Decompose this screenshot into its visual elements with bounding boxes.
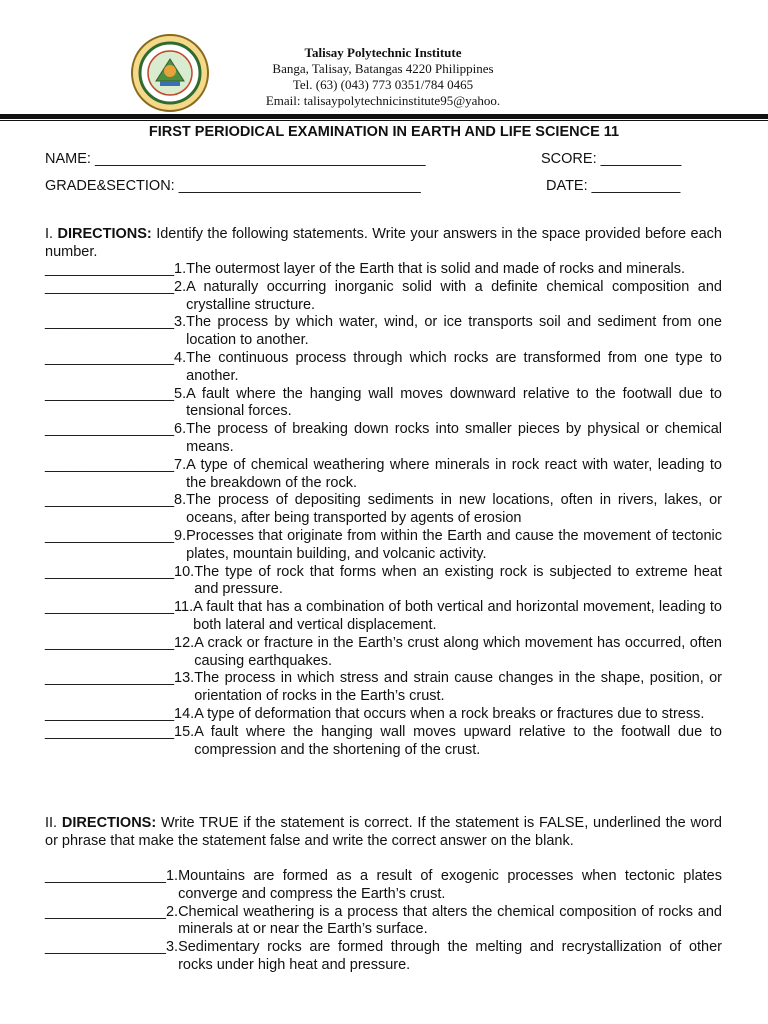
question-number: 8. — [174, 492, 187, 509]
question-text: The process of depositing sediments in new locations, often in rivers, lakes, or oceans, after being transported by agents of erosion — [186, 492, 722, 527]
header-divider-thick — [0, 114, 768, 119]
question-text: A fault where the hanging wall moves upward relative to the footwall due to compression and the shortening of the crust. — [194, 723, 722, 758]
answer-blank[interactable]: _______________ — [45, 939, 166, 956]
part2-item-list — [45, 868, 722, 975]
question-text: A type of deformation that occurs when a rock breaks or fractures due to stress. — [194, 705, 705, 722]
question-text: Chemical weathering is a process that alters the chemical composition of rocks and minerals at or near the Earth’s surface. — [178, 903, 722, 938]
part1-question-item — [45, 706, 722, 724]
part2-question-item — [45, 939, 722, 975]
answer-blank[interactable]: ________________ — [45, 314, 175, 331]
part1-question-item — [45, 350, 722, 386]
question-text: Mountains are formed as a result of exogenic processes when tectonic plates converge and compress the Earth’s crust. — [178, 868, 722, 902]
part1-question-item — [45, 635, 722, 671]
answer-blank[interactable]: ________________ — [45, 421, 175, 438]
answer-blank[interactable]: ________________ — [45, 492, 175, 509]
question-text: The process of breaking down rocks into smaller pieces by physical or chemical means. — [186, 421, 722, 455]
answer-blank[interactable]: ________________ — [45, 527, 175, 544]
answer-blank[interactable]: ________________ — [45, 261, 175, 277]
part2-directions-text: Write TRUE if the statement is correct. If the statement is FALSE, underlined the word or phrase that make the statement false and write the correct answer on the blank. — [45, 815, 722, 849]
part1-directions-label: DIRECTIONS: — [57, 226, 152, 242]
name-field[interactable]: NAME: _________________________________________ — [45, 151, 426, 167]
part1-question-item — [45, 314, 722, 350]
question-text: A fault where the hanging wall moves downward relative to the footwall due to tensional forces. — [186, 385, 722, 420]
part1-question-item — [45, 670, 722, 706]
question-number: 10. — [174, 563, 195, 580]
question-number: 5. — [174, 385, 187, 402]
exam-title: FIRST PERIODICAL EXAMINATION IN EARTH AND LIFE SCIENCE 11 — [148, 124, 620, 140]
part1-question-item — [45, 421, 722, 457]
part2-label: II. — [45, 815, 58, 831]
question-text: The type of rock that forms when an existing rock is subjected to extreme heat and pressure. — [194, 563, 722, 598]
question-text: A type of chemical weathering where minerals in rock react with water, leading to the breakdown of the rock. — [186, 456, 722, 491]
question-number: 1. — [165, 868, 179, 884]
question-text: The process in which stress and strain cause changes in the shape, position, or orientation of rocks in the Earth’s crust. — [194, 670, 722, 705]
answer-blank[interactable]: ________________ — [45, 278, 175, 295]
question-number: 3. — [165, 939, 179, 956]
part1-question-item — [45, 599, 722, 635]
institution-address: Banga, Talisay, Batangas 4220 Philippines — [272, 61, 494, 76]
answer-blank[interactable]: _______________ — [45, 903, 166, 920]
part2-question-item — [45, 868, 722, 904]
question-text: Processes that originate from within the Earth and cause the movement of tectonic plates, mountain building, and volcanic activity. — [186, 527, 722, 562]
part1-question-item — [45, 386, 722, 422]
part2-question-item — [45, 904, 722, 940]
question-number: 12. — [174, 634, 195, 651]
question-number: 2. — [174, 278, 187, 295]
question-number: 9. — [174, 527, 187, 544]
institution-tel: Tel. (63) (043) 773 0351/784 0465 — [292, 77, 474, 92]
question-number: 13. — [174, 670, 195, 687]
institution-info — [230, 45, 536, 109]
question-number: 6. — [174, 421, 187, 438]
question-text: A naturally occurring inorganic solid with a definite chemical composition and crystalline structure. — [186, 278, 722, 313]
part2-directions-label: DIRECTIONS: — [61, 815, 157, 831]
header-divider-thin — [0, 120, 768, 121]
question-number: 3. — [174, 314, 187, 331]
score-field[interactable]: SCORE: __________ — [541, 151, 682, 167]
question-number: 14. — [174, 705, 195, 722]
answer-blank[interactable]: ________________ — [45, 723, 175, 740]
answer-blank[interactable]: ________________ — [45, 563, 175, 580]
part1-question-item — [45, 261, 722, 279]
part1-directions-text: Identify the following statements. Write your answers in the space provided before each number. — [45, 226, 722, 260]
part1-item-list — [45, 261, 722, 759]
question-number: 4. — [174, 349, 187, 366]
grade-section-field[interactable]: GRADE&SECTION: ______________________________ — [45, 178, 421, 194]
institution-name: Talisay Polytechnic Institute — [304, 45, 462, 60]
answer-blank[interactable]: _______________ — [45, 868, 166, 884]
part1-directions — [45, 226, 722, 261]
part1-question-item — [45, 528, 722, 564]
school-seal-logo — [130, 33, 210, 113]
question-text: The outermost layer of the Earth that is solid and made of rocks and minerals. — [186, 261, 686, 277]
question-number: 7. — [174, 456, 187, 473]
date-field[interactable]: DATE: ___________ — [546, 178, 681, 194]
part1-label: I. — [45, 226, 54, 242]
question-text: The continuous process through which rocks are transformed from one type to another. — [186, 349, 722, 384]
answer-blank[interactable]: ________________ — [45, 670, 175, 687]
part1-question-item — [45, 492, 722, 528]
answer-blank[interactable]: ________________ — [45, 456, 175, 473]
answer-blank[interactable]: ________________ — [45, 634, 175, 651]
question-number: 15. — [174, 723, 195, 740]
question-text: A fault that has a combination of both vertical and horizontal movement, leading to both lateral and vertical displacement. — [193, 599, 722, 633]
question-number: 1. — [174, 261, 187, 277]
part1-question-item — [45, 564, 722, 600]
part1-question-item — [45, 457, 722, 493]
question-number: 2. — [165, 903, 179, 920]
part1-question-item — [45, 724, 722, 760]
part1-question-item — [45, 279, 722, 315]
question-text: Sedimentary rocks are formed through the melting and recrystallization of other rocks under high heat and pressure. — [178, 939, 722, 973]
answer-blank[interactable]: ________________ — [45, 705, 175, 722]
question-number: 11. — [174, 599, 194, 616]
question-text: A crack or fracture in the Earth’s crust along which movement has occurred, often causing earthquakes. — [194, 634, 722, 669]
answer-blank[interactable]: ________________ — [45, 385, 175, 402]
institution-email: Email: talisaypolytechnicinstitute95@yahoo. — [265, 93, 501, 108]
answer-blank[interactable]: ________________ — [45, 349, 175, 366]
part2-directions — [45, 815, 722, 850]
question-text: The process by which water, wind, or ice transports soil and sediment from one location to another. — [186, 314, 722, 349]
answer-blank[interactable]: ________________ — [45, 599, 175, 616]
letterhead — [0, 0, 768, 120]
